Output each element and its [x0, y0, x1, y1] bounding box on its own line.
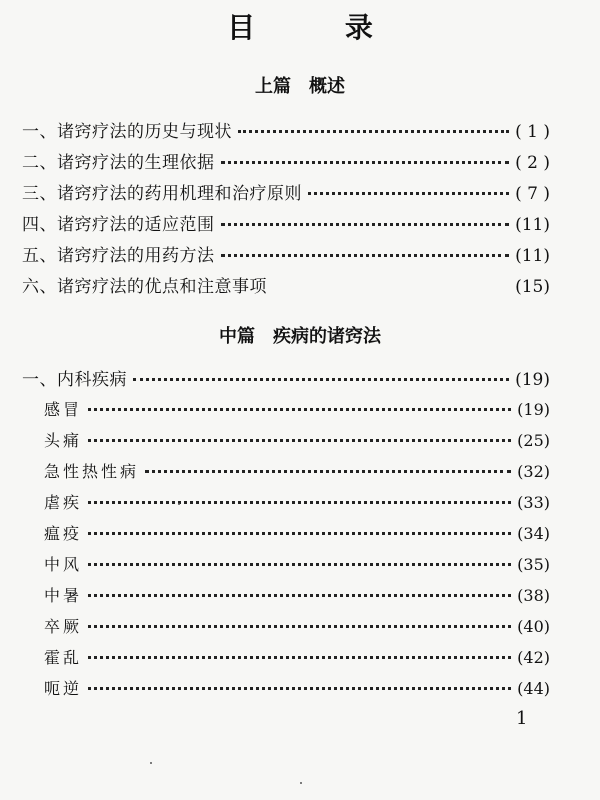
toc-entry-page: (11)	[515, 246, 550, 266]
dot-leader	[88, 407, 511, 411]
toc-subentry-label: 呃逆	[44, 679, 83, 698]
toc-entry[interactable]	[22, 117, 550, 141]
toc-entry-page: ( 1 )	[515, 122, 550, 142]
toc-subentry-label: 急性热性病	[44, 462, 140, 481]
page-title: 目 录	[227, 11, 413, 44]
toc-entry-label: 五、诸窍疗法的用药方法	[22, 246, 215, 266]
toc-entry[interactable]	[22, 148, 550, 172]
toc-subentry[interactable]	[44, 676, 550, 700]
toc-subentry[interactable]	[44, 490, 550, 514]
dot-leader	[88, 438, 511, 442]
toc-subentry[interactable]	[44, 459, 550, 483]
toc-section[interactable]	[22, 365, 550, 389]
part-heading-overview	[0, 72, 600, 98]
dot-leader	[88, 531, 511, 535]
scan-speck	[300, 782, 302, 784]
dot-leader	[238, 129, 509, 133]
toc-entry-page: (15)	[515, 277, 550, 297]
dot-leader	[133, 377, 509, 381]
toc-entry[interactable]	[22, 241, 550, 265]
toc-subentry-label: 中风	[44, 555, 83, 574]
toc-subentry-label: 虐疾	[44, 493, 83, 512]
toc-subentry[interactable]	[44, 521, 550, 545]
toc-subentry-label: 瘟疫	[44, 524, 83, 543]
toc-subentry-page: (38)	[517, 586, 550, 605]
dot-leader	[88, 593, 511, 597]
toc-subentry-page: (33)	[517, 493, 550, 512]
toc-subentry-label: 头痛	[44, 431, 83, 450]
toc-subentry-page: (32)	[517, 462, 550, 481]
toc-subentry-page: (35)	[517, 555, 550, 574]
toc-subentry[interactable]	[44, 397, 550, 421]
dot-leader	[221, 222, 510, 226]
toc-subentry-page: (40)	[517, 617, 550, 636]
dot-leader	[145, 469, 511, 473]
toc-entry-label: 六、诸窍疗法的优点和注意事项	[22, 277, 267, 297]
toc-subentry-page: (42)	[517, 648, 550, 667]
toc-entry-label: 二、诸窍疗法的生理依据	[22, 153, 215, 173]
toc-subentry[interactable]	[44, 645, 550, 669]
toc-subentry[interactable]	[44, 614, 550, 638]
part-heading-diseases	[0, 322, 600, 348]
toc-section-label: 一、内科疾病	[22, 370, 127, 390]
scan-speck	[178, 503, 180, 505]
dot-leader	[88, 686, 511, 690]
toc-entry-page: ( 2 )	[515, 153, 550, 173]
toc-subentry[interactable]	[44, 552, 550, 576]
part-heading-title: 概述	[309, 76, 345, 97]
toc-entry-page: (11)	[515, 215, 550, 235]
dot-leader	[88, 500, 511, 504]
toc-subentry-label: 感冒	[44, 400, 83, 419]
toc-entry[interactable]	[22, 272, 550, 296]
toc-subentry-label: 中暑	[44, 586, 83, 605]
scan-speck	[150, 762, 152, 764]
toc-subentry-label: 霍乱	[44, 648, 83, 667]
toc-subentry-label: 卒厥	[44, 617, 83, 636]
toc-entry[interactable]	[22, 179, 550, 203]
dot-leader	[88, 624, 511, 628]
toc-subentry-page: (34)	[517, 524, 550, 543]
toc-subentry-page: (44)	[517, 679, 550, 698]
page-number: 1	[516, 708, 528, 729]
toc-section-page: (19)	[515, 370, 550, 390]
dot-leader	[88, 655, 511, 659]
dot-leader	[308, 191, 509, 195]
toc-entry-label: 四、诸窍疗法的适应范围	[22, 215, 215, 235]
toc-entry[interactable]	[22, 210, 550, 234]
dot-leader	[88, 562, 511, 566]
toc-entry-label: 一、诸窍疗法的历史与现状	[22, 122, 232, 142]
toc-subentry[interactable]	[44, 428, 550, 452]
dot-leader	[221, 253, 510, 257]
part-heading-label: 中篇	[219, 326, 255, 347]
part-heading-label: 上篇	[255, 76, 291, 97]
dot-leader	[221, 160, 510, 164]
toc-subentry-page: (19)	[517, 400, 550, 419]
toc-subentry[interactable]	[44, 583, 550, 607]
toc-subentry-page: (25)	[517, 431, 550, 450]
toc-entry-label: 三、诸窍疗法的药用机理和治疗原则	[22, 184, 302, 204]
toc-entry-page: ( 7 )	[515, 184, 550, 204]
part-heading-title: 疾病的诸窍法	[273, 326, 381, 347]
